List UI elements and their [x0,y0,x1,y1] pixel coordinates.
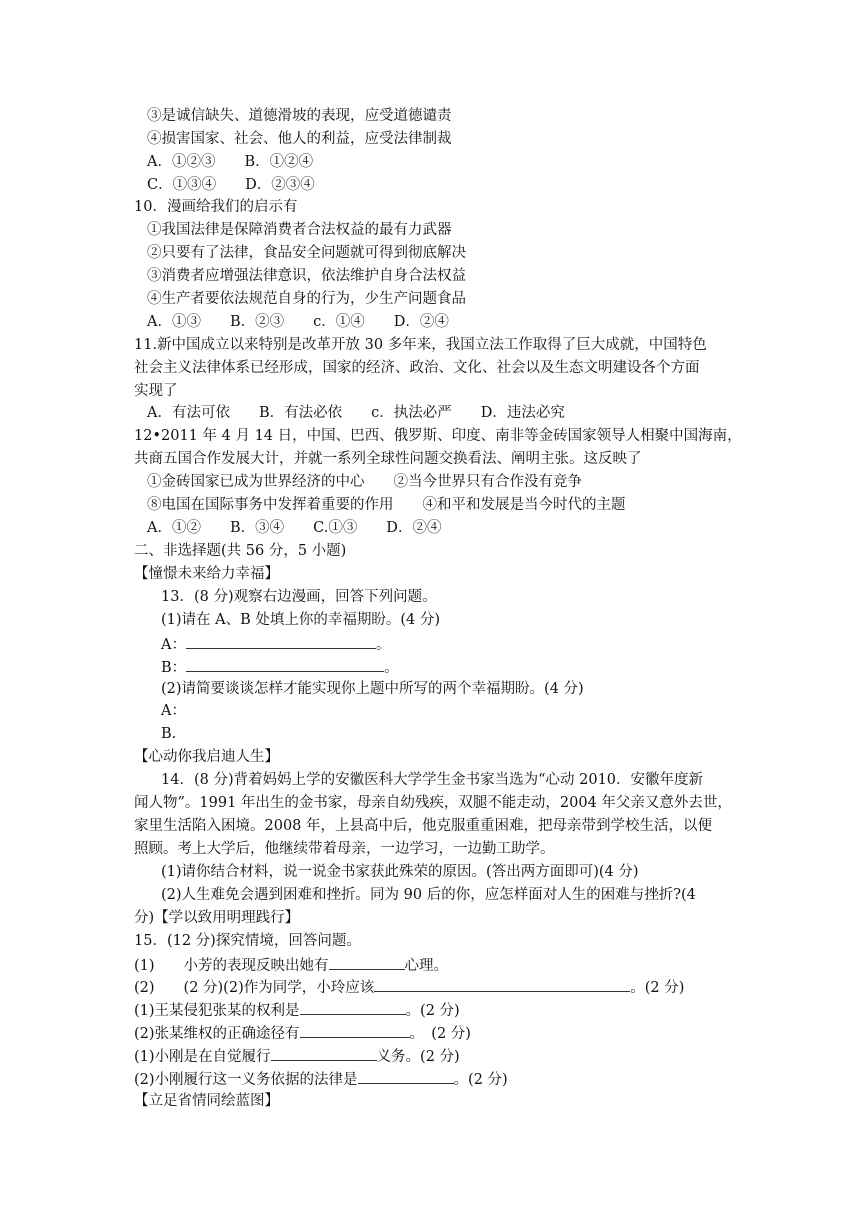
q13-a-label: A： [161,637,186,653]
q11-line-2: 社会主义法律体系已经形成，国家的经济、政治、文化、社会以及生态文明建设各个方面 [134,360,700,376]
topic-heading-1: 【憧憬未来给力幸福】 [134,566,279,582]
q9-statement-4: ④损害国家、社会、他人的利益，应受法律制裁 [147,131,452,147]
q13-b-period: 。 [384,660,399,676]
q15-line-3-suffix: 。(2 分) [405,1003,460,1019]
q10-statement-1: ①我国法律是保障消费者合法权益的最有力武器 [147,222,452,238]
q10-statement-3: ③消费者应增强法律意识，依法维护自身合法权益 [147,268,466,284]
q15-line-2-text: (2) (2 分)(2)作为同学，小玲应该 [134,980,375,996]
q15-blank-2[interactable] [374,976,630,992]
q12-line-1: 12•2011 年 4 月 14 日，中国、巴西、俄罗斯、印度、南非等金砖国家领导人相聚中国海南， [134,428,742,444]
q15-line-3-text: (1)王某侵犯张某的权利是 [134,1003,300,1019]
q12-line-2: 共商五国合作发展大计，并就一系列全球性问题交换看法、阐明主张。这反映了 [134,451,642,467]
q13-a-period: 。 [375,637,391,653]
q15-line-2-suffix: 。(2 分) [630,980,685,996]
q12-statements-3-4: ⑧电国在国际事务中发挥着重要的作用 ④和平和发展是当今时代的主题 [147,497,626,513]
q10-statement-2: ②只要有了法律，食品安全问题就可得到彻底解决 [147,245,466,261]
q10-choices: A．①③ B．②③ c．①④ D．②④ [147,314,449,330]
q14-part-2-line-2: 分)【学以致用明理践行】 [134,910,300,926]
q14-line-1: 14．(8 分)背着妈妈上学的安徽医科大学学生金书家当选为“心动 2010．安徽年度新 [161,772,704,788]
q12-statements-1-2: ①金砖国家已成为世界经济的中心 ②当今世界只有合作没有竞争 [147,474,582,490]
q15-blank-6[interactable] [358,1068,454,1084]
q15-line-5-text: (1)小刚是在自觉履行 [134,1049,271,1065]
q14-part-2-line-1: (2)人生难免会遇到困难和挫折。同为 90 后的你，应怎样面对人生的困难与挫折?(4 [161,887,696,903]
q15-line-3 [134,999,460,1021]
q10-stem: 10．漫画给我们的启示有 [134,199,298,215]
q13-a-blank[interactable] [186,633,376,649]
q15-line-6-text: (2)小刚履行这一义务依据的法律是 [134,1072,358,1088]
q13-part-1: (1)请在 A、B 处填上你的幸福期盼。(4 分) [161,612,441,628]
q14-part-1: (1)请你结合材料，说一说金书家获此殊荣的原因。(答出两方面即可)(4 分) [161,864,639,880]
q13-part-2: (2)请简要谈谈怎样才能实现你上题中所写的两个幸福期盼。(4 分) [161,681,584,697]
q15-line-5 [134,1045,460,1067]
topic-heading-3: 【立足省情同绘蓝图】 [134,1093,279,1109]
q15-line-6 [134,1068,508,1090]
q14-line-4: 照顾。考上大学后，他继续带着母亲，一边学习，一边勤工助学。 [134,841,555,857]
q14-line-3: 家里生活陷入困境。2008 年，上县高中后，他克服重重困难，把母亲带到学校生活，以便 [134,818,713,834]
q11-line-1: 11.新中国成立以来特别是改革开放 30 多年来，我国立法工作取得了巨大成就，中国特色 [134,337,707,353]
q12-choices: A．①② B．③④ C.①③ D．②④ [147,520,442,536]
q13-b-blank[interactable] [186,656,384,672]
q15-line-4-text: (2)张某维权的正确途径有 [134,1026,300,1042]
q13-b-label: B： [161,660,187,676]
q13-answer-a-line [161,633,390,655]
q13-answer-b-line [161,656,399,678]
q9-choices-row-1: A．①②③ B．①②④ [147,154,314,170]
q15-blank-1[interactable] [329,954,405,970]
q15-line-5-suffix: 义务。(2 分) [376,1049,460,1065]
q15-line-4 [134,1022,471,1044]
q13-part-2-b: B. [161,726,177,742]
q15-blank-5[interactable] [271,1045,377,1061]
q10-statement-4: ④生产者要依法规范自身的行为，少生产问题食品 [147,291,466,307]
q14-line-2: 闻人物”。1991 年出生的金书家，母亲自幼残疾，双腿不能走动，2004 年父亲又意外去世， [134,795,732,811]
q15-line-4-suffix: 。 (2 分) [409,1026,471,1042]
section-2-title: 二、非选择题(共 56 分，5 小题) [134,543,347,559]
q15-line-2 [134,976,684,998]
q11-choices: A．有法可依 B．有法必依 c．执法必严 D．违法必究 [147,405,565,421]
q15-stem: 15．(12 分)探究情境，回答问题。 [134,933,361,949]
q15-line-1 [134,954,448,976]
topic-heading-2: 【心动你我启迪人生】 [134,749,279,765]
q9-choices-row-2: C．①③④ D．②③④ [147,177,315,193]
q13-stem: 13．(8 分)观察右边漫画，回答下列问题。 [161,589,437,605]
q15-line-1-text: (1) 小芳的表现反映出她有 [134,958,329,974]
q15-line-1-suffix: 心理。 [404,958,449,974]
q15-blank-4[interactable] [300,1022,410,1038]
q9-statement-3: ③是诚信缺失、道德滑坡的表现，应受道德谴责 [147,108,452,124]
q13-part-2-a: A： [161,703,186,719]
q15-line-6-suffix: 。(2 分) [453,1072,508,1088]
q15-blank-3[interactable] [300,999,406,1015]
q11-line-3: 实现了 [134,383,178,399]
